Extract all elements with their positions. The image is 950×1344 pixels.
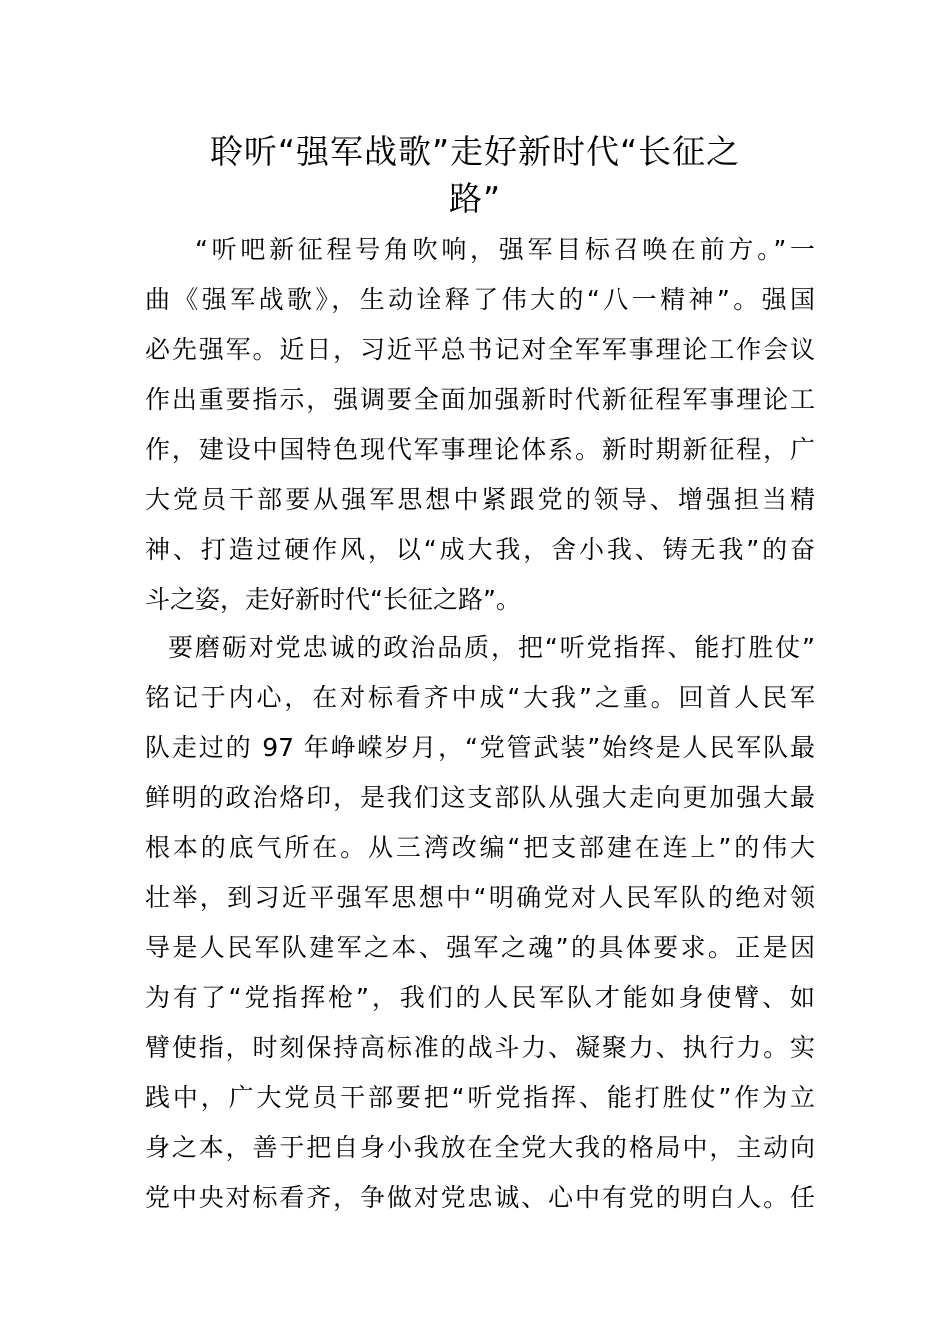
paragraph-line: 要磨砺对党忠诚的政治品质，把“听党指挥、能打胜仗” xyxy=(168,633,815,662)
paragraph-line: 作出重要指示，强调要全面加强新时代新征程军事理论工 xyxy=(145,385,815,414)
paragraph-line: 曲《强军战歌》，生动诠释了伟大的“八一精神”。强国 xyxy=(145,285,815,314)
paragraph-line: 臂使指，时刻保持高标准的战斗力、凝聚力、执行力。实 xyxy=(145,1033,815,1062)
paragraph-line: “听吧新征程号角吹响，强军目标召唤在前方。”一 xyxy=(195,235,815,264)
paragraph-line: 导是人民军队建军之本、强军之魂”的具体要求。正是因 xyxy=(145,933,815,962)
paragraph-line: 作，建设中国特色现代军事理论体系。新时期新征程，广 xyxy=(145,435,815,464)
document-title xyxy=(160,128,790,222)
paragraph-line: 鲜明的政治烙印，是我们这支部队从强大走向更加强大最 xyxy=(145,783,815,812)
paragraph-line: 队走过的 97 年峥嵘岁月，“党管武装”始终是人民军队最 xyxy=(145,733,815,762)
paragraph-line: 践中，广大党员干部要把“听党指挥、能打胜仗”作为立 xyxy=(145,1083,815,1112)
title-line-1: 聆听“强军战歌”走好新时代“长征之 xyxy=(209,132,741,171)
paragraph-line: 为有了“党指挥枪”，我们的人民军队才能如身使臂、如 xyxy=(145,983,815,1012)
paragraph-line: 身之本，善于把自身小我放在全党大我的格局中，主动向 xyxy=(145,1133,815,1162)
paragraph-line: 神、打造过硬作风，以“成大我，舍小我、铸无我”的奋 xyxy=(145,535,815,564)
paragraph-line: 铭记于内心，在对标看齐中成“大我”之重。回首人民军 xyxy=(145,683,815,712)
title-line-2: 路” xyxy=(448,179,502,218)
paragraph-line: 大党员干部要从强军思想中紧跟党的领导、增强担当精 xyxy=(145,485,815,514)
paragraph-line: 必先强军。近日，习近平总书记对全军军事理论工作会议 xyxy=(145,335,815,364)
paragraph-line: 党中央对标看齐，争做对党忠诚、心中有党的明白人。任 xyxy=(145,1183,815,1212)
paragraph-line: 斗之姿，走好新时代“长征之路”。 xyxy=(145,585,521,614)
paragraph-line: 根本的底气所在。从三湾改编“把支部建在连上”的伟大 xyxy=(145,833,815,862)
paragraph-line: 壮举，到习近平强军思想中“明确党对人民军队的绝对领 xyxy=(145,883,815,912)
